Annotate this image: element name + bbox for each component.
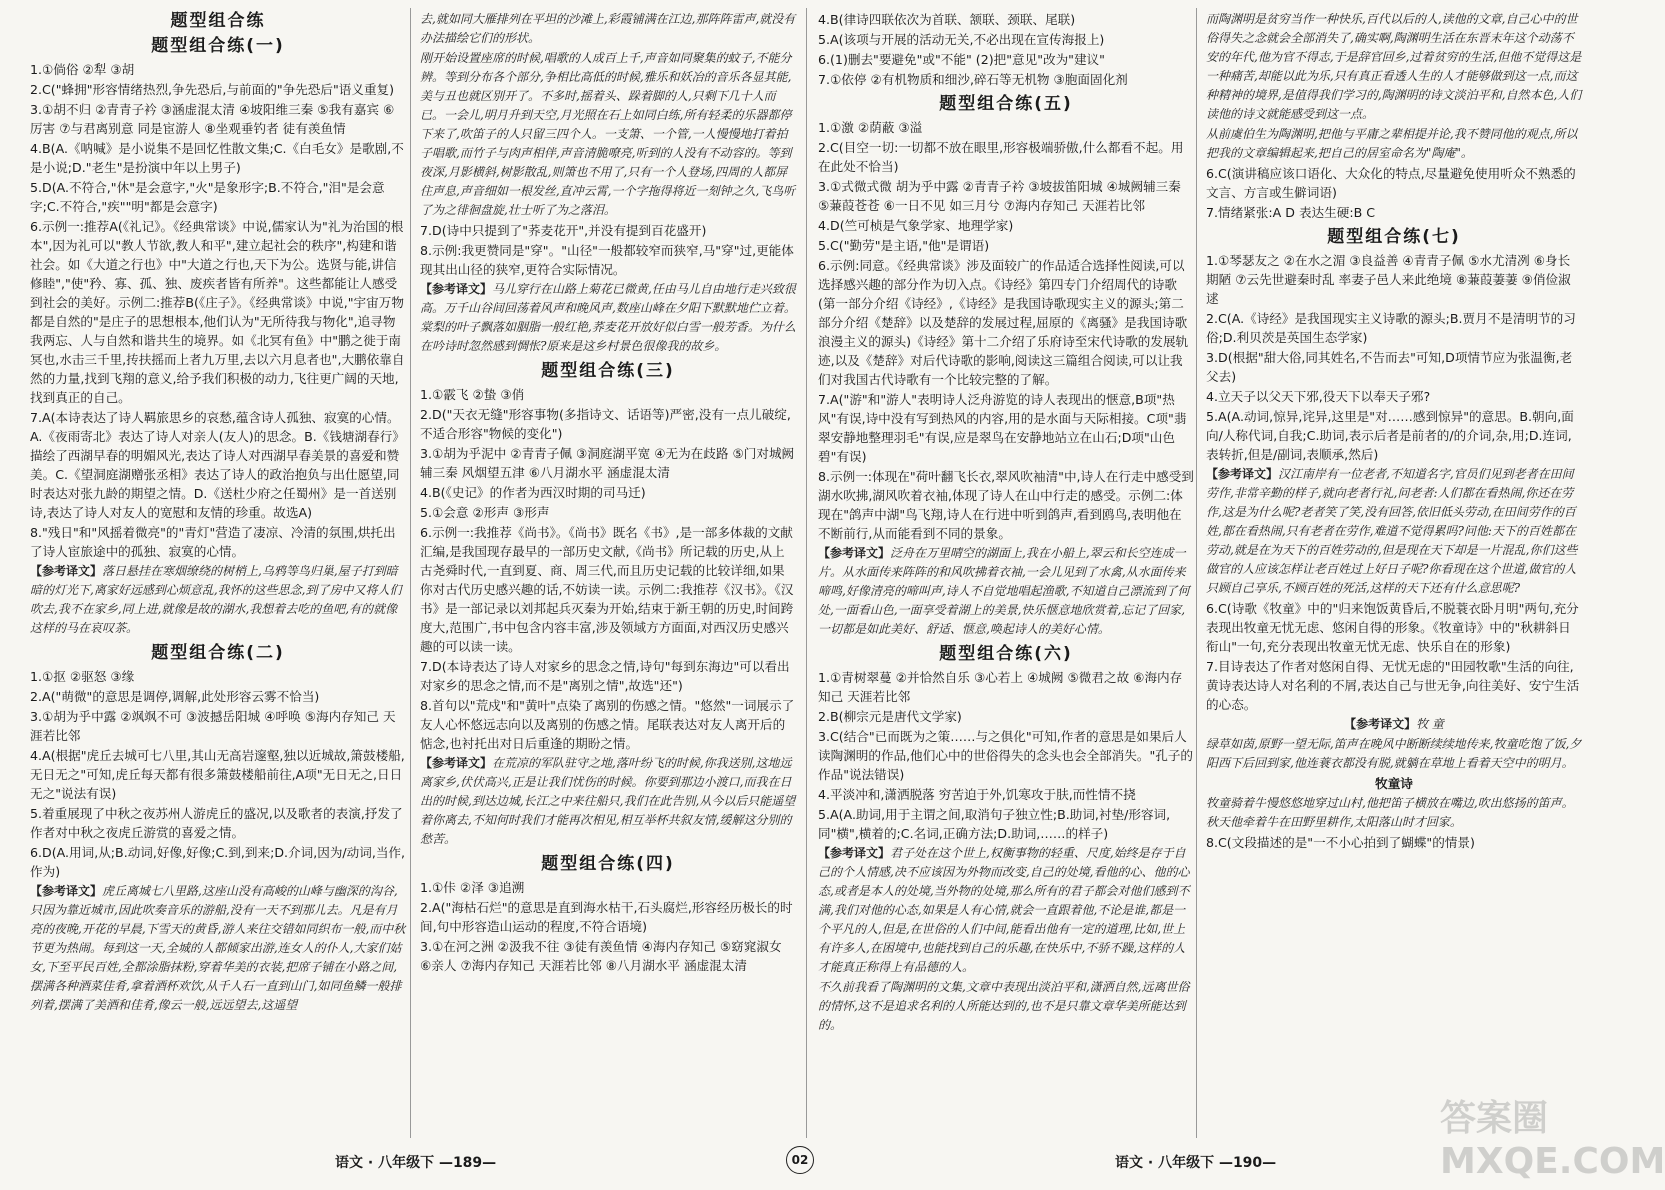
answer-item: 6.C(诗歌《牧童》中的"归来饱饭黄昏后,不脱蓑衣卧月明"两句,充分表现出牧童无忧无虑、悠闲自得的形象。《牧童诗》中的"秋耕斜日衔山"一句,充分表现出牧童无忧无虑、快乐自在的形象) (1206, 601, 1579, 654)
reference-text: 马儿穿行在山路上菊花已微黄,任由马儿自由地行走兴致很高。万千山谷间回荡着风声和晚风声,数座山峰在夕阳下默默地伫立着。棠梨的叶子飘落如胭脂一般红艳,荞麦花开放好似白雪一般芳香。为什么在吟诗时忽然感到惆怅?原来是这乡村景色很像我的故乡。 (420, 282, 796, 353)
reference-label: 【参考译文】 (420, 756, 493, 770)
answer-item: 3.①式微式微 胡为乎中露 ②青青子衿 ③坡拔笛阳城 ④城阙辅三秦 ⑤蒹葭苍苍 ⑥一日不见 如三月兮 ⑦海内存知己 天涯若比邻 (818, 179, 1181, 213)
answer-item: 4.平淡冲和,潇洒脱落 穷苦迫于外,饥寒攻于肤,而性情不挠 (818, 787, 1136, 802)
reference-text: 落日悬挂在寒烟缭绕的树梢上,乌鸦等鸟归巢,屋子打到暗暗的灯光下,离家好远感到心烦意乱,我怀的这些思念,到了房中又将人们吹去,我不在家乡,同上进,就像是故的湖水,我想着去吃的鱼吧,有的就像这样的马在哀叹茶。 (30, 564, 402, 635)
reference-text: 虎丘离城七八里路,这座山没有高峻的山峰与幽深的沟谷,只因为靠近城市,因此吹奏音乐的游船,没有一天不到那儿去。凡是有月亮的夜晚,开花的早晨,下雪天的黄昏,游人来往交错如同织布一般,而中秋节更为热闹。每到这一天,全城的人都倾家出游,连女人的仆人,大家们姑女,下至平民百姓,全都涂脂抹粉,穿着华美的衣装,把席子铺在小路之间,摆满各种酒菜佳肴,拿着酒杯欢饮,从千人石一直到山门,如同鱼鳞一般排列着,摆满了美酒和佳肴,像云一般,远远望去,这遥望 (30, 884, 406, 1012)
answer-item: 3.D(根据"甜大俗,同其姓名,不告而去"可知,D项情节应为张温衡,老父去) (1206, 350, 1573, 384)
answer-item: 5.D(A.不符合,"休"是会意字,"火"是象形字;B.不符合,"泪"是会意字;C.不符合,"疾""明"都是会意字) (30, 180, 385, 214)
translation-paragraph: 去,就如同大雁排列在平坦的沙滩上,彩霞铺满在江边,那阵阵雷声,就没有办法描绘它们的形状。 (420, 12, 796, 45)
reference-text: 君子处在这个世上,权衡事物的轻重、尺度,始终是存于自己的个人情感,决不应该因为外物而改变,自己的处境,看他的心、他的心态,或者是本人的处境,当外物的处境,那么所有的君子都会对他们感到不满,我们对他的心态,如果是人有心情,就会一直跟着他,不论是谁,都是一个平凡的人,但是,在世俗的人们中间,能看出他有一定的道理,比如,世上有许多人,在困境中,也能找到自己的乐趣,在快乐中,不骄不躁,这样的人才能真正称得上有品德的人。 (818, 846, 1190, 974)
answer-item: 5.着重展现了中秋之夜苏州人游虎丘的盛况,以及歌者的表演,抒发了作者对中秋之夜虎丘游赏的喜爱之情。 (30, 806, 403, 840)
answer-item: 6.D(A.用词,从;B.动词,好像,好像;C.到,到来;D.介词,因为/动词,当作,作为) (30, 845, 406, 879)
answer-item: 7.目诗表达了作者对悠闲自得、无忧无虑的"田园牧歌"生活的向往,黄诗表达诗人对名利的不屑,表达自己与世无争,向往美好、安宁生活的心态。 (1206, 659, 1580, 712)
reference-text: 牧 童 (1416, 717, 1444, 731)
answer-item: 8.首句以"荒戍"和"黄叶"点染了离别的伤感之情。"悠然"一词展示了友人心怀悠远志向以及离别的伤感之情。尾联表达对友人离开后的惦念,也衬托出对日后重逢的期盼之情。 (420, 698, 795, 751)
reference-label: 【参考译文】 (818, 846, 891, 860)
reference-label: 【参考译文】 (1344, 717, 1417, 731)
reference-translation (1206, 715, 1582, 734)
reference-translation (818, 844, 1194, 977)
reference-label: 【参考译文】 (30, 884, 103, 898)
answer-item: 4.B(A.《呐喊》是小说集不是回忆性散文集;C.《白毛女》是歌剧,不是小说;D."老生"是扮演中年以上男子) (30, 141, 404, 175)
translation-paragraph: 而陶渊明是贫穷当作一种快乐,百代以后的人,读他的文章,自己心中的世俗得失之念就会全部消失了,确实啊,陶渊明生活在东晋末年这个动荡不安的年代,他为官不得志,于是辞官回乡,过着贫穷的生活,但他不觉得这是一种痛苦,却能以此为乐,只有真正看透人生的人才能够做到这一点,而这种精神的境界,是值得我们学习的,陶渊明的诗文淡泊平和,自然本色,人们读他的诗文就能感受到这一点。 (1206, 12, 1582, 121)
reference-label: 【参考译文】 (30, 564, 103, 578)
reference-translation (1206, 465, 1582, 598)
answer-item: 2.C("蜂拥"形容情绪热烈,争先恐后,与前面的"争先恐后"语义重复) (30, 82, 395, 97)
answer-item: 7.D(本诗表达了诗人对家乡的思念之情,诗句"每到东海边"可以看出对家乡的思念之情,而不是"离别之情",故选"还") (420, 659, 790, 693)
translation-paragraph: 绿草如茵,原野一望无际,笛声在晚风中断断续续地传来,牧童吃饱了饭,夕阳西下后回到家,他连蓑衣都没有脱,就躺在草地上看着天空中的明月。 (1206, 737, 1582, 770)
reference-translation (818, 544, 1194, 639)
section-heading: 题型组合练(二) (151, 643, 285, 663)
column-divider (410, 8, 411, 1138)
answer-item: 2.A("海枯石烂"的意思是直到海水枯干,石头腐烂,形容经历极长的时间,句中形容造山运动的程度,不符合语境) (420, 900, 793, 934)
answer-item: 4.立天子以父天下邪,役天下以奉天子邪? (1206, 389, 1431, 404)
answer-item: 4.A(根据"虎丘去城可七八里,其山无高岩邃壑,独以近城故,箫鼓楼船,无日无之"可知,虎丘每天都有很多箫鼓楼船前往,A项"无日无之,日日无之"说法有误) (30, 748, 405, 801)
answer-item: 1.①激 ②荫蔽 ③溢 (818, 120, 923, 135)
answer-item: 1.①佧 ②泽 ③追溯 (420, 880, 525, 895)
reference-translation (420, 280, 796, 356)
column-2 (420, 10, 796, 1138)
page-code-badge: 02 (786, 1146, 814, 1174)
column-4 (1206, 10, 1582, 1138)
answer-item: 2.C(目空一切:一切都不放在眼里,形容极端骄傲,什么都看不起。用在此处不恰当) (818, 140, 1184, 174)
section-heading: 题型组合练(六) (939, 644, 1073, 664)
column-3 (818, 10, 1194, 1138)
reference-label: 【参考译文】 (1206, 467, 1279, 481)
answer-item: 7.A(本诗表达了诗人羁旅思乡的哀愁,蕴含诗人孤独、寂寞的心情。A.《夜雨寄北》表达了诗人对亲人(友人)的思念。B.《钱塘湖春行》描绘了西湖早春的明媚风光,表达了诗人对西湖早春美景的喜爱和赞美。C.《望洞庭湖赠张丞相》表达了诗人的政治抱负与出仕愿望,同时表达对张九龄的期望之情。D.《送杜少府之任蜀州》是一首送别诗,表达了诗人对友人的宽慰和友情的珍重。故选A) (30, 410, 405, 520)
answer-item: 5.A(该项与开展的活动无关,不必出现在宣传海报上) (818, 32, 1105, 47)
answer-item: 6.示例一:推荐A(《礼记》。《经典常谈》中说,儒家认为"礼为治国的根本",因为礼可以"教人节欲,教人和平",建立起社会的秩序",构建和谐社会。如《大道之行也》中"大道之行也,天下为公。选贤与能,讲信修睦","使"矜、寡、孤、独、废疾者皆有所养"。这些都能让人感受到社会的美好。示例二:推荐B(《庄子》。《经典常谈》中说,"宇宙万物都是自然的"是庄子的思想根本,他们认为"无所待我与物化",追寻物我两忘、人与自然和谐共生的境界。如《北冥有鱼》中"鹏之徙于南冥也,水击三千里,抟扶摇而上者九万里,去以六月息者也",大鹏依靠自然的力量,找到飞翔的意义,给予我们积极的动力,飞往更广阔的天地,找到真正的自己。 (30, 219, 405, 405)
answer-item: 1.①倘俗 ②犁 ③胡 (30, 62, 135, 77)
answer-item: 3.①胡为乎泥中 ②青青子佩 ③洞庭湖平宽 ④无为在歧路 ⑤门对城阙辅三秦 风烟望五津 ⑥八月湖水平 涵虚混太清 (420, 446, 795, 480)
answer-item: 7.D(诗中只提到了"荞麦花开",并没有提到百花盛开) (420, 223, 707, 238)
section-heading: 题型组合练(七) (1327, 227, 1461, 247)
reference-translation (420, 754, 796, 849)
answer-item: 3.①在河之洲 ②汲我不往 ③徒有羡鱼情 ④海内存知己 ⑤窈窕淑女 ⑥亲人 ⑦海内存知己 天涯若比邻 ⑧八月湖水平 涵虚混太清 (420, 939, 782, 973)
answer-item: 5.A(A.助词,用于主谓之间,取消句子独立性;B.助词,衬垫/形容词,同"横",横着的;C.名词,正确方法;D.助词,……的样子) (818, 807, 1171, 841)
answer-item: 7.①依停 ②有机物质和细沙,碎石等无机物 ③胞面固化剂 (818, 72, 1128, 87)
reference-text: 泛舟在万里晴空的湖面上,我在小船上,翠云和长空连成一片。从水面传来阵阵的和风吹拂着衣袖,一会儿见到了水禽,从水面传来啼鸣,好像清亮的啼叫声,诗人不自觉地唱起渔歌,不知道自己漂流到了何处,一面看山色,一面享受着湖上的美景,快乐惬意地欣赏着,忘记了回家,一切都是如此美好、舒适、惬意,唤起诗人的美好心情。 (818, 546, 1190, 636)
reference-label: 【参考译文】 (818, 546, 891, 560)
column-divider (1196, 8, 1197, 1138)
translation-paragraph: 刚开始设置座席的时候,唱歌的人成百上千,声音如同聚集的蚊子,不能分辨。等到分布各个部分,争相比高低的时候,雅乐和妖冶的音乐各显其能,美与丑也就区别开了。不多时,摇着头、跺着脚的人,只剩下几十人而已。一会儿,明月升到天空,月光照在石上如同白练,所有轻柔的乐器都停下来了,吹笛子的人只留三四个人。一支箫、一个管,一人慢慢地打着拍子唱歌,而竹子与肉声相伴,声音清脆嘹亮,听到的人没有不动容的。等到夜深,月影横斜,树影散乱,则箫也不用了,只有一个人登场,四周的人都屏住声息,声音细如一根发丝,直冲云霄,一个字拖得将近一刻钟之久,飞鸟听了为之徘徊盘旋,壮士听了为之落泪。 (420, 51, 796, 217)
answer-item: 3.①胡不归 ②青青子衿 ③涵虚混太清 ④坡阳维三秦 ⑤我有嘉宾 ⑥厉害 ⑦与君离别意 同是宦游人 ⑧坐观垂钓者 徒有羡鱼情 (30, 102, 395, 136)
answer-item: 4.B(律诗四联依次为首联、颔联、颈联、尾联) (818, 12, 1076, 27)
answer-item: 6.(1)删去"要避免"或"不能" (2)把"意见"改为"建议" (818, 52, 1105, 67)
section-heading: 题型组合练(一) (151, 36, 285, 56)
page-footer-right: 语文 · 八年级下 —190— (1115, 1155, 1277, 1171)
column-1 (30, 10, 406, 1138)
reference-translation (30, 562, 406, 638)
answer-item: 1.①霰飞 ②蛰 ③俏 (420, 387, 525, 402)
translation-paragraph: 不久前我看了陶渊明的文集,文章中表现出淡泊平和,潇洒自然,远离世俗的情怀,这不是追求名利的人所能达到的,也不是只靠文章华美所能达到的。 (818, 980, 1190, 1032)
answer-item: 8.示例一:体现在"荷叶翻飞长衣,翠风吹袖清"中,诗人在行走中感受到湖水吹拂,湖风吹着衣袖,体现了诗人在山中行走的感受。示例二:体现在"鸽声中湖"鸟飞翔,诗人在行进中听到鸽声,看到鸥鸟,表明他在不断前行,从而能看到不同的景象。 (818, 469, 1194, 541)
section-heading: 题型组合练(五) (939, 94, 1073, 114)
answer-item: 2.C(A.《诗经》是我国现实主义诗歌的源头;B.贾月不是清明节的习俗;D.利贝茨是英国生态学家) (1206, 311, 1576, 345)
answer-item: 2.B(柳宗元是唐代文学家) (818, 709, 962, 724)
answer-item: 5.①会意 ②形声 ③形声 (420, 505, 550, 520)
section-heading: 题型组合练(四) (541, 854, 675, 874)
answer-item: 7.情绪紧张:A D 表达生硬:B C (1206, 205, 1376, 220)
answer-item: 1.①青树翠蔓 ②并恰然自乐 ③心若上 ④城阙 ⑤微君之故 ⑥海内存知己 天涯若比邻 (818, 670, 1183, 704)
poem-title: 牧童诗 (1375, 776, 1413, 791)
answer-item: 1.①抠 ②驱怒 ③缘 (30, 669, 135, 684)
answer-item: 2.D("天衣无缝"形容事物(多指诗文、话语等)严密,没有一点儿破绽,不适合形容"物候的变化") (420, 407, 791, 441)
answer-item: 2.A("萌微"的意思是调停,调解,此处形容云雾不恰当) (30, 689, 320, 704)
translation-paragraph: 从前虞伯生为陶渊明,把他与平庸之辈相提并论,我不赞同他的观点,所以把我的文章编辑起来,把自己的居室命名为"陶庵"。 (1206, 127, 1578, 160)
answer-item: 5.A(A.动词,惊异,诧异,这里是"对……感到惊异"的意思。B.朝向,面向/人称代词,自我;C.助词,表示后者是前者的/的介词,杂,用;D.连词,表转折,但是/副词,表顺承,然后) (1206, 409, 1574, 462)
answer-item: 4.B(《史记》的作者为西汉时期的司马迁) (420, 485, 646, 500)
answer-item: 6.C(演讲稿应该口语化、大众化的特点,尽量避免使用听众不熟悉的文言、方言或生僻词语) (1206, 166, 1576, 200)
watermark-logo: 答案圈 MXQE.COM (1440, 1098, 1665, 1182)
answer-item: 4.D(竺可桢是气象学家、地理学家) (818, 218, 1014, 233)
column-divider (806, 8, 807, 1138)
answer-item: 8.示例:我更赞同是"穿"。"山径"一般都较窄而狭窄,马"穿"过,更能体现其出山径的狭窄,更符合实际情况。 (420, 243, 794, 277)
translation-paragraph: 牧童骑着牛慢悠悠地穿过山村,他把笛子横放在嘴边,吹出悠扬的笛声。秋天他牵着牛在田野里耕作,太阳落山时才回家。 (1206, 796, 1574, 829)
reference-label: 【参考译文】 (420, 282, 493, 296)
answer-item: 6.示例:同意。《经典常谈》涉及面较广的作品适合选择性阅读,可以选择感兴趣的部分作为切入点。《诗经》第四专门介绍周代的诗歌(第一部分介绍《诗经》,《诗经》是我国诗歌现实主义的源头;第二部分介绍《楚辞》以及楚辞的发展过程,屈原的《离骚》是我国诗歌浪漫主义的源头)《诗经》第十二介绍了乐府诗至宋代诗歌的发展轨迹,以及《楚辞》对后代诗歌的影响,阅读这三篇组合阅读,可以让我们对我国古代诗歌有一个比较完整的了解。 (818, 258, 1189, 387)
answer-item: 7.A("游"和"游人"表明诗人泛舟游览的诗人表现出的惬意,B项"热风"有误,诗中没有写到热风的内容,用的是水面与天际相接。C项"翡翠安静地整理羽毛"有误,应是翠鸟在安静地站立在山石;D项"山色碧"有误) (818, 392, 1187, 464)
page-footer-left: 语文 · 八年级下 —189— (335, 1155, 497, 1171)
answer-item: 8."残日"和"风摇着微亮"的"青灯"营造了凄凉、冷清的氛围,烘托出了诗人宦旅途中的孤独、寂寞的心情。 (30, 525, 396, 559)
answer-item: 1.①琴瑟友之 ②在水之湄 ③良益善 ④青青子佩 ⑤水尤清冽 ⑥身长期陋 ⑦云先世避秦时乱 率妻子邑人来此绝境 ⑧蒹葭萋萋 ⑨俏俭淑逑 (1206, 253, 1571, 306)
answer-item: 3.C(结合"已而既为之策……与之俱化"可知,作者的意思是如果后人读陶渊明的作品,他们心中的世俗得失的念头也会全部消失。"孔子的作品"说法错误) (818, 729, 1194, 782)
answer-item: 3.①胡为乎中露 ②飒飒不可 ③波撼岳阳城 ④呼唤 ⑤海内存知己 天涯若比邻 (30, 709, 396, 743)
reference-text: 在荒凉的军队驻守之地,落叶纷飞的时候,你我送别,这地远离家乡,伏伏高兴,正是让我们忧伤的时候。你要到那边小渡口,而我在日出的时候,到达边城,长江之中来往船只,我们在此告别,从今以后只能遥望着你离去,不知何时我们才能再次相见,相互举杯共叙友情,缓解这分别的愁苦。 (420, 756, 796, 846)
reference-text: 汉江南岸有一位老者,不知道名字,官员们见到老者在田间劳作,非常辛勤的样子,就向老者行礼,问老者:人们都在看热闹,你还在劳作,这是为什么呢?老者笑了笑,没有回答,依旧低头劳动,在田间劳作的百姓,都在看热闹,只有老者在劳作,难道不觉得累吗?问他:天下的百姓都在劳动,就是在为天下的百姓劳动的,但是现在天下却是一片混乱,你们这些做官的人应该怎样让老百姓过上好日子呢?你看现在这个世道,做官的人只顾自己享乐,不顾百姓的死活,这样的天下还有什么意思呢? (1206, 467, 1578, 595)
section-heading: 题型组合练 (170, 11, 266, 31)
answer-item: 6.示例一:我推荐《尚书》。《尚书》既名《书》,是一部多体裁的文献汇编,是我国现存最早的一部历史文献,《尚书》所记载的历史,从上古尧舜时代,一直到夏、商、周三代,而且历史记载的比较详细,如果你对古代历史感兴趣的话,不妨读一读。示例二:我推荐《汉书》。《汉书》是一部记录以刘邦起兵灭秦为开始,结束于新王朝的历史,时间跨度大,范围广,书中包含内容丰富,涉及领域方方面面,对西汉历史感兴趣的可以读一读。 (420, 525, 794, 654)
answer-item: 8.C(文段描述的是"一不小心拍到了蝴蝶"的情景) (1206, 835, 1475, 850)
reference-translation (30, 882, 406, 1015)
section-heading: 题型组合练(三) (541, 361, 675, 381)
answer-item: 5.C("勤劳"是主语,"他"是谓语) (818, 238, 990, 253)
